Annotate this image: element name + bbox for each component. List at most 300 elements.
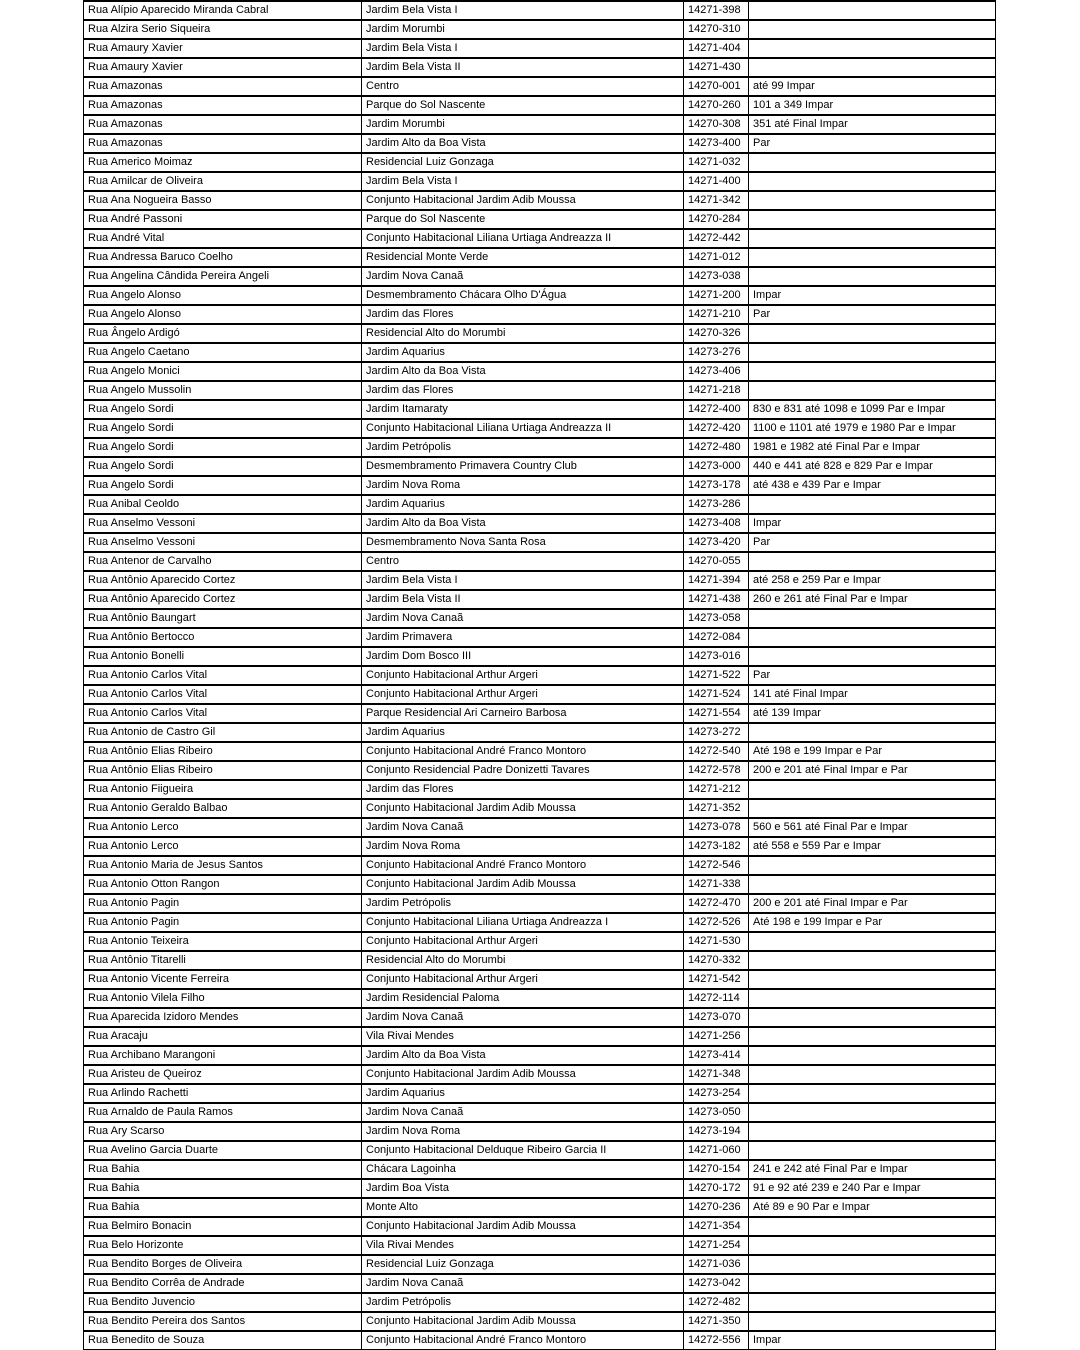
table-row: [84, 1141, 996, 1160]
table-row: [84, 134, 996, 153]
neighborhood-cell: Vila Rivai Mendes: [362, 1236, 684, 1255]
table-row: [84, 362, 996, 381]
street-name-cell: Rua Antônio Aparecido Cortez: [84, 571, 362, 590]
number-range-cell: [749, 856, 996, 875]
table-row: [84, 1217, 996, 1236]
number-range-cell: [749, 1255, 996, 1274]
neighborhood-cell: Jardim Bela Vista I: [362, 172, 684, 191]
cep-code-cell: 14273-254: [684, 1084, 749, 1103]
cep-code-cell: 14270-055: [684, 552, 749, 571]
table-row: [84, 400, 996, 419]
street-name-cell: Rua Ary Scarso: [84, 1122, 362, 1141]
neighborhood-cell: Jardim Nova Canaã: [362, 609, 684, 628]
table-row: [84, 533, 996, 552]
cep-code-cell: 14273-058: [684, 609, 749, 628]
table-row: [84, 191, 996, 210]
cep-code-cell: 14273-016: [684, 647, 749, 666]
street-name-cell: Rua Aracaju: [84, 1027, 362, 1046]
table-row: [84, 818, 996, 837]
street-name-cell: Rua Antenor de Carvalho: [84, 552, 362, 571]
cep-code-cell: 14273-272: [684, 723, 749, 742]
street-name-cell: Rua Angelo Sordi: [84, 400, 362, 419]
street-name-cell: Rua Bahia: [84, 1160, 362, 1179]
number-range-cell: 91 e 92 até 239 e 240 Par e Impar: [749, 1179, 996, 1198]
cep-code-cell: 14273-000: [684, 457, 749, 476]
table-row: [84, 96, 996, 115]
table-row: [84, 1103, 996, 1122]
street-name-cell: Rua Amazonas: [84, 96, 362, 115]
cep-code-cell: 14270-154: [684, 1160, 749, 1179]
table-row: [84, 286, 996, 305]
number-range-cell: [749, 39, 996, 58]
cep-code-cell: 14271-530: [684, 932, 749, 951]
number-range-cell: [749, 229, 996, 248]
street-name-cell: Rua Angelo Monici: [84, 362, 362, 381]
cep-code-cell: 14272-470: [684, 894, 749, 913]
street-name-cell: Rua Alzira Serio Siqueira: [84, 20, 362, 39]
cep-code-cell: 14271-212: [684, 780, 749, 799]
neighborhood-cell: Jardim Aquarius: [362, 723, 684, 742]
table-row: [84, 229, 996, 248]
table-row: [84, 1, 996, 20]
neighborhood-cell: Jardim Aquarius: [362, 1084, 684, 1103]
cep-code-cell: 14270-310: [684, 20, 749, 39]
neighborhood-cell: Jardim Alto da Boa Vista: [362, 362, 684, 381]
number-range-cell: [749, 20, 996, 39]
cep-code-cell: 14271-404: [684, 39, 749, 58]
cep-code-cell: 14273-420: [684, 533, 749, 552]
neighborhood-cell: Jardim Morumbi: [362, 20, 684, 39]
street-name-cell: Rua Benedito de Souza: [84, 1331, 362, 1350]
neighborhood-cell: Jardim Dom Bosco III: [362, 647, 684, 666]
number-range-cell: [749, 210, 996, 229]
number-range-cell: até 258 e 259 Par e Impar: [749, 571, 996, 590]
street-name-cell: Rua Andressa Baruco Coelho: [84, 248, 362, 267]
table-row: [84, 305, 996, 324]
number-range-cell: [749, 552, 996, 571]
table-row: [84, 1046, 996, 1065]
neighborhood-cell: Conjunto Habitacional Arthur Argeri: [362, 970, 684, 989]
table-row: [84, 989, 996, 1008]
number-range-cell: [749, 799, 996, 818]
table-row: [84, 1198, 996, 1217]
cep-code-cell: 14271-218: [684, 381, 749, 400]
cep-code-cell: 14270-308: [684, 115, 749, 134]
street-name-cell: Rua Antonio Lerco: [84, 818, 362, 837]
table-row: [84, 153, 996, 172]
cep-code-cell: 14271-342: [684, 191, 749, 210]
neighborhood-cell: Jardim Nova Roma: [362, 837, 684, 856]
cep-code-cell: 14272-400: [684, 400, 749, 419]
neighborhood-cell: Conjunto Habitacional Arthur Argeri: [362, 932, 684, 951]
number-range-cell: até 558 e 559 Par e Impar: [749, 837, 996, 856]
number-range-cell: 200 e 201 até Final Impar e Par: [749, 761, 996, 780]
table-row: [84, 1236, 996, 1255]
cep-code-cell: 14273-078: [684, 818, 749, 837]
street-name-cell: Rua Belmiro Bonacin: [84, 1217, 362, 1236]
street-name-cell: Rua Amazonas: [84, 134, 362, 153]
table-row: [84, 438, 996, 457]
neighborhood-cell: Residencial Monte Verde: [362, 248, 684, 267]
neighborhood-cell: Residencial Alto do Morumbi: [362, 324, 684, 343]
neighborhood-cell: Conjunto Habitacional Jardim Adib Moussa: [362, 191, 684, 210]
neighborhood-cell: Conjunto Habitacional Jardim Adib Moussa: [362, 1312, 684, 1331]
neighborhood-cell: Centro: [362, 77, 684, 96]
neighborhood-cell: Jardim Residencial Paloma: [362, 989, 684, 1008]
cep-code-cell: 14273-406: [684, 362, 749, 381]
number-range-cell: [749, 381, 996, 400]
table-row: [84, 723, 996, 742]
neighborhood-cell: Jardim Nova Roma: [362, 476, 684, 495]
cep-code-cell: 14271-554: [684, 704, 749, 723]
neighborhood-cell: Desmembramento Primavera Country Club: [362, 457, 684, 476]
table-row: [84, 1084, 996, 1103]
number-range-cell: Até 198 e 199 Impar e Par: [749, 742, 996, 761]
street-name-cell: Rua Angelo Alonso: [84, 286, 362, 305]
cep-code-cell: 14271-200: [684, 286, 749, 305]
table-row: [84, 1274, 996, 1293]
number-range-cell: Par: [749, 134, 996, 153]
table-row: [84, 381, 996, 400]
neighborhood-cell: Parque Residencial Ari Carneiro Barbosa: [362, 704, 684, 723]
number-range-cell: [749, 932, 996, 951]
number-range-cell: Impar: [749, 286, 996, 305]
neighborhood-cell: Jardim Primavera: [362, 628, 684, 647]
street-name-cell: Rua Antonio Maria de Jesus Santos: [84, 856, 362, 875]
neighborhood-cell: Jardim Nova Canaã: [362, 1103, 684, 1122]
cep-code-cell: 14273-178: [684, 476, 749, 495]
number-range-cell: [749, 1103, 996, 1122]
number-range-cell: 830 e 831 até 1098 e 1099 Par e Impar: [749, 400, 996, 419]
number-range-cell: [749, 647, 996, 666]
number-range-cell: Impar: [749, 1331, 996, 1350]
street-name-cell: Rua Antonio Vilela Filho: [84, 989, 362, 1008]
neighborhood-cell: Jardim Bela Vista I: [362, 571, 684, 590]
number-range-cell: [749, 495, 996, 514]
street-name-cell: Rua Antonio Vicente Ferreira: [84, 970, 362, 989]
neighborhood-cell: Jardim Nova Canaã: [362, 1274, 684, 1293]
table-row: [84, 1160, 996, 1179]
number-range-cell: [749, 153, 996, 172]
number-range-cell: [749, 1008, 996, 1027]
cep-code-cell: 14271-210: [684, 305, 749, 324]
street-name-cell: Rua Antonio Lerco: [84, 837, 362, 856]
number-range-cell: até 99 Impar: [749, 77, 996, 96]
street-name-cell: Rua Amaury Xavier: [84, 39, 362, 58]
table-row: [84, 1179, 996, 1198]
number-range-cell: 101 a 349 Impar: [749, 96, 996, 115]
neighborhood-cell: Jardim Bela Vista I: [362, 39, 684, 58]
table-row: [84, 799, 996, 818]
number-range-cell: até 438 e 439 Par e Impar: [749, 476, 996, 495]
neighborhood-cell: Jardim das Flores: [362, 381, 684, 400]
cep-code-cell: 14271-352: [684, 799, 749, 818]
street-name-cell: Rua Aparecida Izidoro Mendes: [84, 1008, 362, 1027]
table-row: [84, 970, 996, 989]
cep-code-cell: 14271-032: [684, 153, 749, 172]
cep-code-cell: 14273-194: [684, 1122, 749, 1141]
cep-code-cell: 14273-414: [684, 1046, 749, 1065]
neighborhood-cell: Residencial Alto do Morumbi: [362, 951, 684, 970]
neighborhood-cell: Conjunto Residencial Padre Donizetti Tavares: [362, 761, 684, 780]
cep-code-cell: 14272-578: [684, 761, 749, 780]
neighborhood-cell: Jardim Morumbi: [362, 115, 684, 134]
cep-code-cell: 14273-050: [684, 1103, 749, 1122]
table-row: [84, 856, 996, 875]
table-row: [84, 514, 996, 533]
neighborhood-cell: Jardim Aquarius: [362, 343, 684, 362]
street-name-cell: Rua Belo Horizonte: [84, 1236, 362, 1255]
table-row: [84, 685, 996, 704]
number-range-cell: Par: [749, 533, 996, 552]
cep-code-cell: 14271-398: [684, 1, 749, 20]
neighborhood-cell: Jardim Nova Roma: [362, 1122, 684, 1141]
street-name-cell: Rua Ângelo Ardigó: [84, 324, 362, 343]
number-range-cell: [749, 172, 996, 191]
number-range-cell: [749, 1293, 996, 1312]
number-range-cell: Par: [749, 305, 996, 324]
neighborhood-cell: Conjunto Habitacional Delduque Ribeiro Garcia II: [362, 1141, 684, 1160]
cep-code-cell: 14272-480: [684, 438, 749, 457]
cep-code-cell: 14270-172: [684, 1179, 749, 1198]
number-range-cell: [749, 951, 996, 970]
cep-code-cell: 14273-408: [684, 514, 749, 533]
cep-code-cell: 14271-400: [684, 172, 749, 191]
table-row: [84, 210, 996, 229]
neighborhood-cell: Jardim Alto da Boa Vista: [362, 134, 684, 153]
number-range-cell: [749, 58, 996, 77]
cep-code-cell: 14273-038: [684, 267, 749, 286]
table-row: [84, 1122, 996, 1141]
neighborhood-cell: Jardim Alto da Boa Vista: [362, 1046, 684, 1065]
street-name-cell: Rua Bahia: [84, 1198, 362, 1217]
table-row: [84, 894, 996, 913]
table-row: [84, 590, 996, 609]
number-range-cell: 141 até Final Impar: [749, 685, 996, 704]
street-name-cell: Rua Angelo Sordi: [84, 476, 362, 495]
number-range-cell: [749, 1065, 996, 1084]
street-name-cell: Rua Arnaldo de Paula Ramos: [84, 1103, 362, 1122]
table-row: [84, 666, 996, 685]
table-row: [84, 20, 996, 39]
number-range-cell: 440 e 441 até 828 e 829 Par e Impar: [749, 457, 996, 476]
cep-code-cell: 14273-276: [684, 343, 749, 362]
number-range-cell: [749, 1122, 996, 1141]
number-range-cell: [749, 723, 996, 742]
number-range-cell: [749, 628, 996, 647]
neighborhood-cell: Jardim das Flores: [362, 780, 684, 799]
neighborhood-cell: Jardim Aquarius: [362, 495, 684, 514]
neighborhood-cell: Jardim das Flores: [362, 305, 684, 324]
cep-code-cell: 14271-060: [684, 1141, 749, 1160]
street-name-cell: Rua Anibal Ceoldo: [84, 495, 362, 514]
number-range-cell: Até 89 e 90 Par e Impar: [749, 1198, 996, 1217]
cep-code-cell: 14271-542: [684, 970, 749, 989]
number-range-cell: 200 e 201 até Final Impar e Par: [749, 894, 996, 913]
cep-code-cell: 14270-284: [684, 210, 749, 229]
table-row: [84, 172, 996, 191]
neighborhood-cell: Monte Alto: [362, 1198, 684, 1217]
street-name-cell: Rua Bendito Corrêa de Andrade: [84, 1274, 362, 1293]
cep-code-cell: 14271-350: [684, 1312, 749, 1331]
street-name-cell: Rua Antonio Fiigueira: [84, 780, 362, 799]
neighborhood-cell: Conjunto Habitacional Arthur Argeri: [362, 666, 684, 685]
number-range-cell: Par: [749, 666, 996, 685]
cep-code-cell: 14271-394: [684, 571, 749, 590]
table-row: [84, 58, 996, 77]
table-row: [84, 267, 996, 286]
cep-code-cell: 14272-084: [684, 628, 749, 647]
number-range-cell: [749, 1274, 996, 1293]
table-row: [84, 1255, 996, 1274]
cep-code-cell: 14273-042: [684, 1274, 749, 1293]
neighborhood-cell: Residencial Luiz Gonzaga: [362, 153, 684, 172]
table-row: [84, 248, 996, 267]
table-row: [84, 77, 996, 96]
cep-code-cell: 14272-442: [684, 229, 749, 248]
table-row: [84, 457, 996, 476]
number-range-cell: [749, 267, 996, 286]
cep-code-cell: 14272-526: [684, 913, 749, 932]
street-name-cell: Rua Aristeu de Queiroz: [84, 1065, 362, 1084]
table-row: [84, 552, 996, 571]
cep-code-cell: 14271-012: [684, 248, 749, 267]
table-row: [84, 761, 996, 780]
neighborhood-cell: Parque do Sol Nascente: [362, 210, 684, 229]
street-name-cell: Rua Angelo Mussolin: [84, 381, 362, 400]
street-name-cell: Rua Angelo Sordi: [84, 438, 362, 457]
street-name-cell: Rua Antonio Carlos Vital: [84, 666, 362, 685]
cep-code-cell: 14272-546: [684, 856, 749, 875]
number-range-cell: [749, 1, 996, 20]
number-range-cell: Até 198 e 199 Impar e Par: [749, 913, 996, 932]
neighborhood-cell: Jardim Petrópolis: [362, 438, 684, 457]
neighborhood-cell: Jardim Petrópolis: [362, 894, 684, 913]
table-row: [84, 39, 996, 58]
number-range-cell: 1981 e 1982 até Final Par e Impar: [749, 438, 996, 457]
neighborhood-cell: Jardim Bela Vista I: [362, 1, 684, 20]
street-name-cell: Rua André Vital: [84, 229, 362, 248]
street-name-cell: Rua Antônio Baungart: [84, 609, 362, 628]
table-row: [84, 742, 996, 761]
street-name-cell: Rua Amaury Xavier: [84, 58, 362, 77]
cep-code-cell: 14270-001: [684, 77, 749, 96]
street-name-cell: Rua Amazonas: [84, 115, 362, 134]
cep-code-cell: 14272-114: [684, 989, 749, 1008]
neighborhood-cell: Conjunto Habitacional Liliana Urtiaga Andreazza I: [362, 913, 684, 932]
number-range-cell: até 139 Impar: [749, 704, 996, 723]
cep-code-cell: 14273-286: [684, 495, 749, 514]
street-name-cell: Rua Antonio Otton Rangon: [84, 875, 362, 894]
number-range-cell: [749, 989, 996, 1008]
street-name-cell: Rua Antonio Teixeira: [84, 932, 362, 951]
neighborhood-cell: Conjunto Habitacional Arthur Argeri: [362, 685, 684, 704]
neighborhood-cell: Jardim Alto da Boa Vista: [362, 514, 684, 533]
table-row: [84, 628, 996, 647]
neighborhood-cell: Conjunto Habitacional Jardim Adib Moussa: [362, 1217, 684, 1236]
number-range-cell: [749, 1312, 996, 1331]
table-row: [84, 324, 996, 343]
number-range-cell: 560 e 561 até Final Par e Impar: [749, 818, 996, 837]
table-row: [84, 1293, 996, 1312]
street-name-cell: Rua Antonio Geraldo Balbao: [84, 799, 362, 818]
table-row: [84, 875, 996, 894]
number-range-cell: [749, 780, 996, 799]
cep-code-cell: 14273-070: [684, 1008, 749, 1027]
cep-code-cell: 14270-326: [684, 324, 749, 343]
street-name-cell: Rua Alípio Aparecido Miranda Cabral: [84, 1, 362, 20]
cep-code-cell: 14271-256: [684, 1027, 749, 1046]
street-name-cell: Rua Bendito Juvencio: [84, 1293, 362, 1312]
number-range-cell: [749, 1236, 996, 1255]
street-name-cell: Rua Antônio Titarelli: [84, 951, 362, 970]
neighborhood-cell: Jardim Nova Canaã: [362, 1008, 684, 1027]
table-row: [84, 837, 996, 856]
neighborhood-cell: Conjunto Habitacional Liliana Urtiaga Andreazza II: [362, 419, 684, 438]
street-name-cell: Rua André Passoni: [84, 210, 362, 229]
cep-code-cell: 14273-400: [684, 134, 749, 153]
neighborhood-cell: Jardim Nova Canaã: [362, 267, 684, 286]
street-name-cell: Rua Ana Nogueira Basso: [84, 191, 362, 210]
table-row: [84, 419, 996, 438]
neighborhood-cell: Chácara Lagoinha: [362, 1160, 684, 1179]
neighborhood-cell: Conjunto Habitacional Jardim Adib Moussa: [362, 1065, 684, 1084]
table-row: [84, 495, 996, 514]
neighborhood-cell: Conjunto Habitacional Jardim Adib Moussa: [362, 799, 684, 818]
cep-street-table-body: [84, 1, 996, 1350]
street-name-cell: Rua Antonio Bonelli: [84, 647, 362, 666]
neighborhood-cell: Centro: [362, 552, 684, 571]
table-row: [84, 343, 996, 362]
table-row: [84, 571, 996, 590]
street-name-cell: Rua Anselmo Vessoni: [84, 533, 362, 552]
number-range-cell: [749, 191, 996, 210]
cep-code-cell: 14271-430: [684, 58, 749, 77]
street-name-cell: Rua Angelo Alonso: [84, 305, 362, 324]
street-name-cell: Rua Antonio Carlos Vital: [84, 685, 362, 704]
cep-code-cell: 14272-420: [684, 419, 749, 438]
cep-code-cell: 14271-348: [684, 1065, 749, 1084]
neighborhood-cell: Desmembramento Chácara Olho D'Água: [362, 286, 684, 305]
cep-code-cell: 14273-182: [684, 837, 749, 856]
neighborhood-cell: Jardim Petrópolis: [362, 1293, 684, 1312]
table-row: [84, 476, 996, 495]
table-row: [84, 1312, 996, 1331]
neighborhood-cell: Residencial Luiz Gonzaga: [362, 1255, 684, 1274]
table-row: [84, 647, 996, 666]
cep-street-table: [83, 0, 996, 1350]
street-name-cell: Rua Bendito Borges de Oliveira: [84, 1255, 362, 1274]
table-row: [84, 609, 996, 628]
number-range-cell: 260 e 261 até Final Par e Impar: [749, 590, 996, 609]
number-range-cell: 1100 e 1101 até 1979 e 1980 Par e Impar: [749, 419, 996, 438]
number-range-cell: [749, 609, 996, 628]
street-name-cell: Rua Antônio Elias Ribeiro: [84, 742, 362, 761]
cep-code-cell: 14271-354: [684, 1217, 749, 1236]
cep-code-cell: 14271-524: [684, 685, 749, 704]
number-range-cell: [749, 1027, 996, 1046]
table-row: [84, 780, 996, 799]
table-row: [84, 1331, 996, 1350]
cep-code-cell: 14270-260: [684, 96, 749, 115]
cep-code-cell: 14270-332: [684, 951, 749, 970]
neighborhood-cell: Jardim Boa Vista: [362, 1179, 684, 1198]
street-name-cell: Rua Angelo Caetano: [84, 343, 362, 362]
number-range-cell: Impar: [749, 514, 996, 533]
neighborhood-cell: Jardim Bela Vista II: [362, 58, 684, 77]
number-range-cell: [749, 1046, 996, 1065]
number-range-cell: [749, 970, 996, 989]
